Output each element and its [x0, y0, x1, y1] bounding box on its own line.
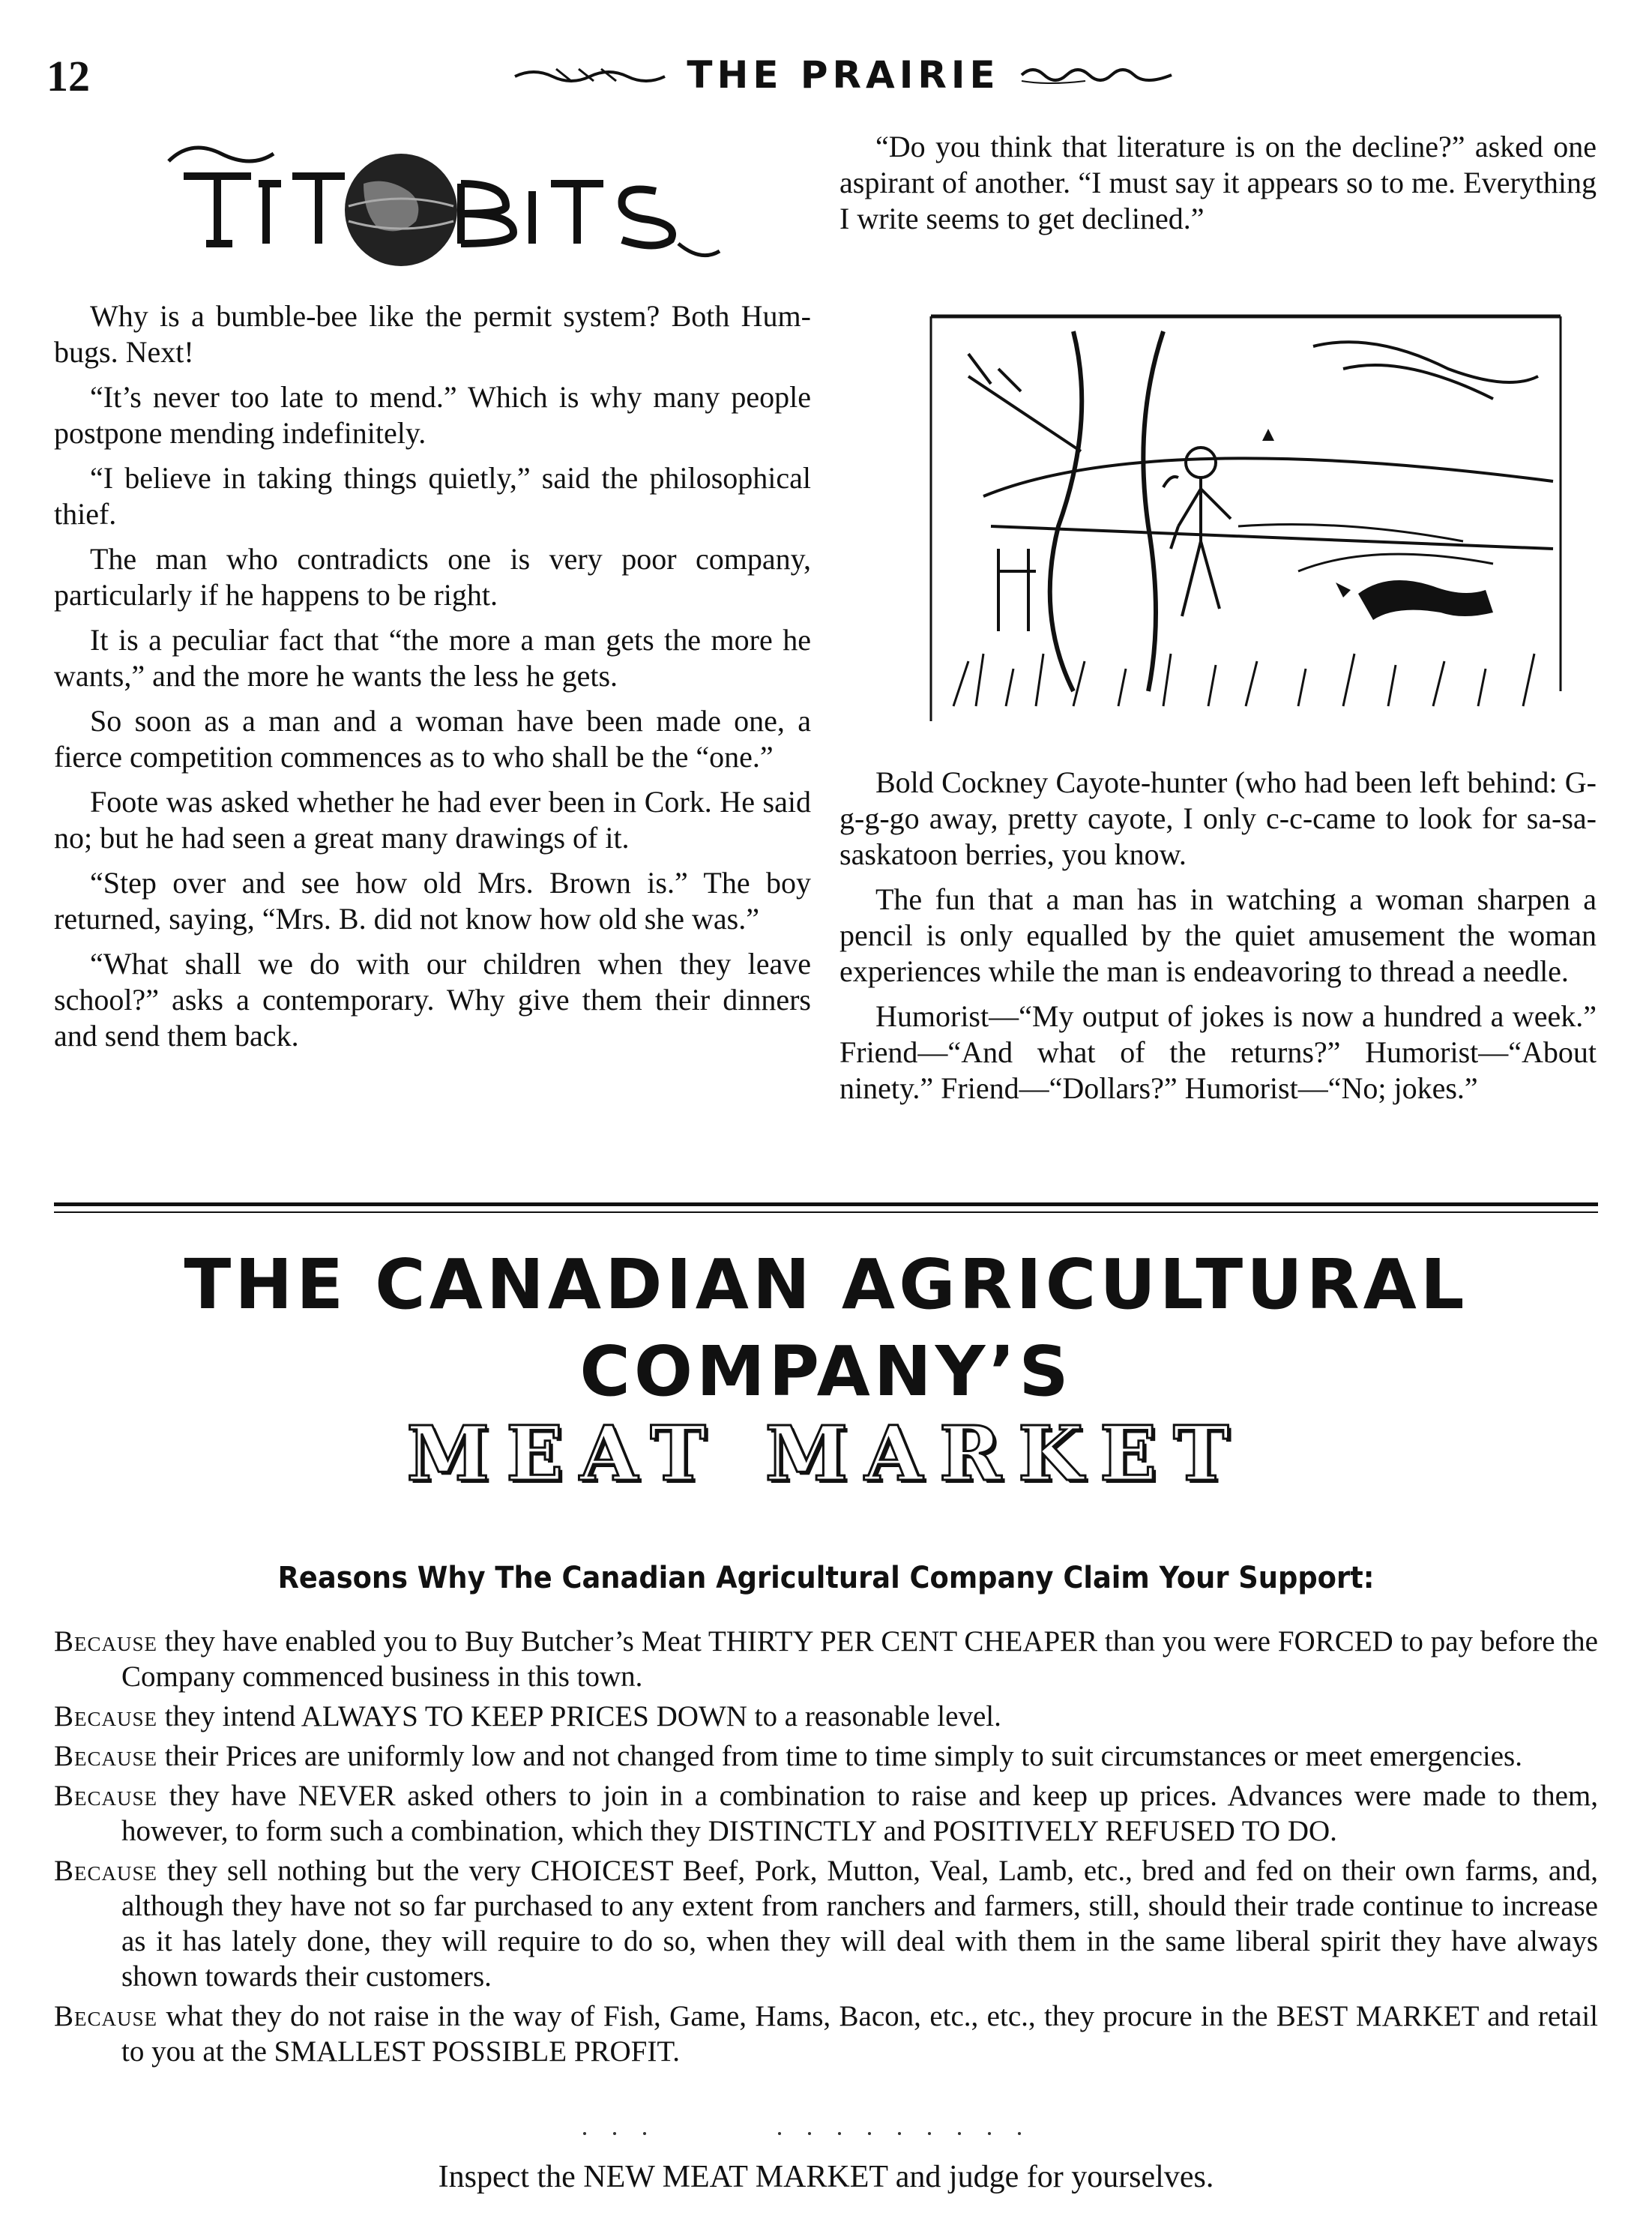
joke-paragraph: It is a peculiar fact that “the more a man gets the more he wants,” and the more he wants the less he gets. [54, 623, 811, 693]
left-column [54, 298, 811, 1063]
ad-heading-line2: COMPANY’S [579, 1331, 1073, 1412]
left-ornament-icon [511, 61, 669, 88]
cartoon-caption: Bold Cockney Cayote-hunter (who had been left behind: G-g-g-go away, pretty cayote, I only c-c-came to look for sa-sa-saskatoon berries, you know. [839, 765, 1597, 871]
magazine-title: THE PRAIRIE [687, 53, 1000, 97]
joke-paragraph: Foote was asked whether he had ever been in Cork. He said no; but he had seen a great many drawings of it. [54, 785, 811, 855]
ad-footer: Inspect the NEW MEAT MARKET and judge for yourselves. [438, 2160, 1214, 2194]
tit-bits-logo [161, 131, 731, 281]
section-rule-thin [54, 1211, 1598, 1213]
joke-paragraph: Why is a bumble-bee like the permit system? Both Hum-bugs. Next! [54, 299, 811, 369]
cayote-hunter-cartoon [923, 301, 1568, 736]
right-column-top [839, 129, 1597, 246]
reasons-list [54, 1624, 1598, 2074]
joke-paragraph: The fun that a man has in watching a woman sharpen a pencil is only equalled by the quiet amusement the woman experiences while the man is endeavoring to thread a needle. [839, 882, 1597, 988]
reason-item: Because they intend ALWAYS TO KEEP PRICES DOWN to a reasonable level. [54, 1700, 1001, 1732]
joke-paragraph: Humorist—“My output of jokes is now a hundred a week.” Friend—“And what of the returns?” Humorist—“About ninety.” Friend—“Dollars?” Humorist—“No; jokes.” [839, 999, 1597, 1105]
right-ornament-icon [1018, 61, 1175, 88]
joke-paragraph: “Do you think that literature is on the decline?” asked one aspirant of another. “I must say it appears so to me. Everything I write seems to get declined.” [839, 130, 1597, 235]
joke-paragraph: “It’s never too late to mend.” Which is why many people postpone mending indefinitely. [54, 380, 811, 450]
section-rule [54, 1202, 1598, 1206]
reason-item: Because they have NEVER asked others to join in a combination to raise and keep up prices. Advances were made to them, however, to form such a combination, which they DISTINCTLY and POSITIVELY REFUSED TO DO. [54, 1780, 1599, 1847]
reason-item: Because they sell nothing but the very CHOICEST Beef, Pork, Mutton, Veal, Lamb, etc., bred and fed on their own farms, and, although they have not so far purchased to any extent from ranchers and farmers, still, should their trade continue to increase as it has lately done, they will require to do so, when they will deal with them in the same liberal spirit they have always shown towards their customers. [54, 1855, 1598, 1993]
joke-paragraph: The man who contradicts one is very poor company, particularly if he happens to be right. [54, 542, 811, 612]
reason-item: Because they have enabled you to Buy Butcher’s Meat THIRTY PER CENT CHEAPER than you were FORCED to pay before the Company commenced business in this town. [54, 1625, 1598, 1693]
joke-paragraph: So soon as a man and a woman have been made one, a fierce competition commences as to who shall be the “one.” [54, 704, 811, 774]
ad-heading-meat-market: MEAT MARKET [406, 1409, 1246, 1498]
joke-paragraph: “Step over and see how old Mrs. Brown is.” The boy returned, saying, “Mrs. B. did not know how old she was.” [54, 866, 811, 936]
ad-subheading: Reasons Why The Canadian Agricultural Company Claim Your Support: [277, 1561, 1375, 1595]
joke-paragraph: “I believe in taking things quietly,” said the philosophical thief. [54, 461, 811, 531]
right-column-bottom [839, 765, 1597, 1116]
running-head [450, 52, 1237, 97]
ad-heading-line1: THE CANADIAN AGRICULTURAL [184, 1244, 1468, 1325]
decorative-dots [570, 2128, 1094, 2140]
page-number: 12 [46, 52, 90, 100]
reason-item: Because what they do not raise in the way of Fish, Game, Hams, Bacon, etc., etc., they procure in the BEST MARKET and retail to you at the SMALLEST POSSIBLE PROFIT. [54, 2000, 1599, 2068]
reason-item: Because their Prices are uniformly low and not changed from time to time simply to suit circumstances or meet emergencies. [54, 1740, 1522, 1772]
joke-paragraph: “What shall we do with our children when they leave school?” asks a contemporary. Why give them their dinners and send them back. [54, 947, 811, 1053]
